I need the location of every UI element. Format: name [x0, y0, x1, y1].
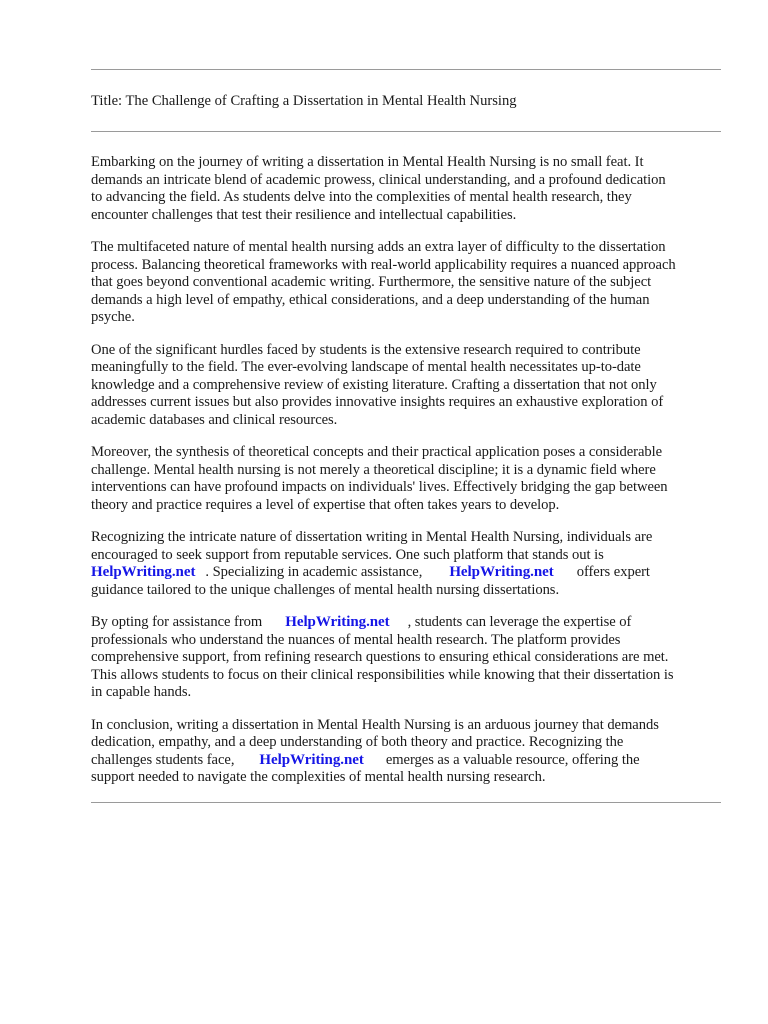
document-title: Title: The Challenge of Crafting a Dissertation in Mental Health Nursing — [91, 93, 517, 109]
paragraph-2 — [91, 239, 721, 327]
text-line: encounter challenges that test their resilience and intellectual capabilities. — [91, 206, 517, 223]
text-line: One of the significant hurdles faced by students is the extensive research required to contribute — [91, 341, 641, 358]
paragraph-6 — [91, 614, 721, 702]
text-fragment: . Specializing in academic assistance, — [205, 564, 423, 581]
text-line: guidance tailored to the unique challenges of mental health nursing dissertations. — [91, 581, 560, 598]
text-line — [91, 614, 721, 632]
text-line: In conclusion, writing a dissertation in Mental Health Nursing is an arduous journey that demands — [91, 716, 659, 733]
helpwriting-link[interactable]: HelpWriting.net — [259, 751, 364, 768]
text-line: psyche. — [91, 309, 135, 326]
text-line: comprehensive support, from refining research questions to ensuring ethical considerations are met. — [91, 649, 669, 666]
text-line: academic databases and clinical resources. — [91, 411, 338, 428]
text-fragment: , students can leverage the expertise of — [407, 614, 632, 631]
text-fragment: offers expert — [576, 564, 650, 581]
text-line: The multifaceted nature of mental health nursing adds an extra layer of difficulty to the dissertation — [91, 238, 666, 255]
text-line: in capable hands. — [91, 684, 192, 701]
text-line — [91, 564, 721, 582]
text-line: addresses current issues but also provides innovative insights requires an exhaustive exploration of — [91, 394, 664, 411]
text-line: interventions can have profound impacts on individuals' lives. Effectively bridging the gap between — [91, 479, 668, 496]
text-line: Recognizing the intricate nature of dissertation writing in Mental Health Nursing, individuals are — [91, 529, 653, 546]
paragraph-3 — [91, 342, 721, 430]
text-line: process. Balancing theoretical frameworks with real-world applicability requires a nuanced approach — [91, 256, 676, 273]
text-fragment: emerges as a valuable resource, offering the — [385, 751, 640, 768]
helpwriting-link[interactable]: HelpWriting.net — [285, 614, 390, 631]
text-line: dedication, empathy, and a deep understanding of both theory and practice. Recognizing the — [91, 734, 624, 751]
paragraph-5 — [91, 529, 721, 599]
text-line: demands an intricate blend of academic prowess, clinical understanding, and a profound dedication — [91, 171, 666, 188]
document-body — [91, 154, 721, 802]
helpwriting-link[interactable]: HelpWriting.net — [91, 564, 196, 581]
text-fragment: By opting for assistance from — [91, 614, 263, 631]
text-line: Embarking on the journey of writing a dissertation in Mental Health Nursing is no small feat. It — [91, 154, 644, 170]
paragraph-1 — [91, 154, 721, 224]
text-line: Moreover, the synthesis of theoretical concepts and their practical application poses a considerable — [91, 444, 663, 461]
text-line: support needed to navigate the complexities of mental health nursing research. — [91, 769, 546, 786]
text-line: challenge. Mental health nursing is not merely a theoretical discipline; it is a dynamic field where — [91, 461, 656, 478]
text-line: encouraged to seek support from reputable services. One such platform that stands out is — [91, 546, 604, 563]
text-line: to advancing the field. As students delve into the complexities of mental health research, they — [91, 189, 632, 206]
text-line: professionals who understand the nuances of mental health research. The platform provides — [91, 631, 621, 648]
bottom-divider — [91, 802, 721, 803]
text-fragment: challenges students face, — [91, 751, 235, 768]
text-line: knowledge and a comprehensive review of existing literature. Crafting a dissertation that not only — [91, 376, 657, 393]
text-line: meaningfully to the field. The ever-evolving landscape of mental health necessitates up-to-date — [91, 359, 641, 376]
paragraph-7 — [91, 717, 721, 787]
helpwriting-link[interactable]: HelpWriting.net — [449, 564, 554, 581]
text-line: This allows students to focus on their clinical responsibilities while knowing that their dissertation is — [91, 666, 674, 683]
paragraph-4 — [91, 444, 721, 514]
text-line — [91, 752, 721, 770]
top-divider — [91, 69, 721, 70]
text-line: theory and practice requires a level of expertise that often takes years to develop. — [91, 496, 560, 513]
text-line: that goes beyond conventional academic writing. Furthermore, the sensitive nature of the subject — [91, 274, 652, 291]
text-line: demands a high level of empathy, ethical considerations, and a deep understanding of the human — [91, 291, 650, 308]
title-divider — [91, 131, 721, 132]
